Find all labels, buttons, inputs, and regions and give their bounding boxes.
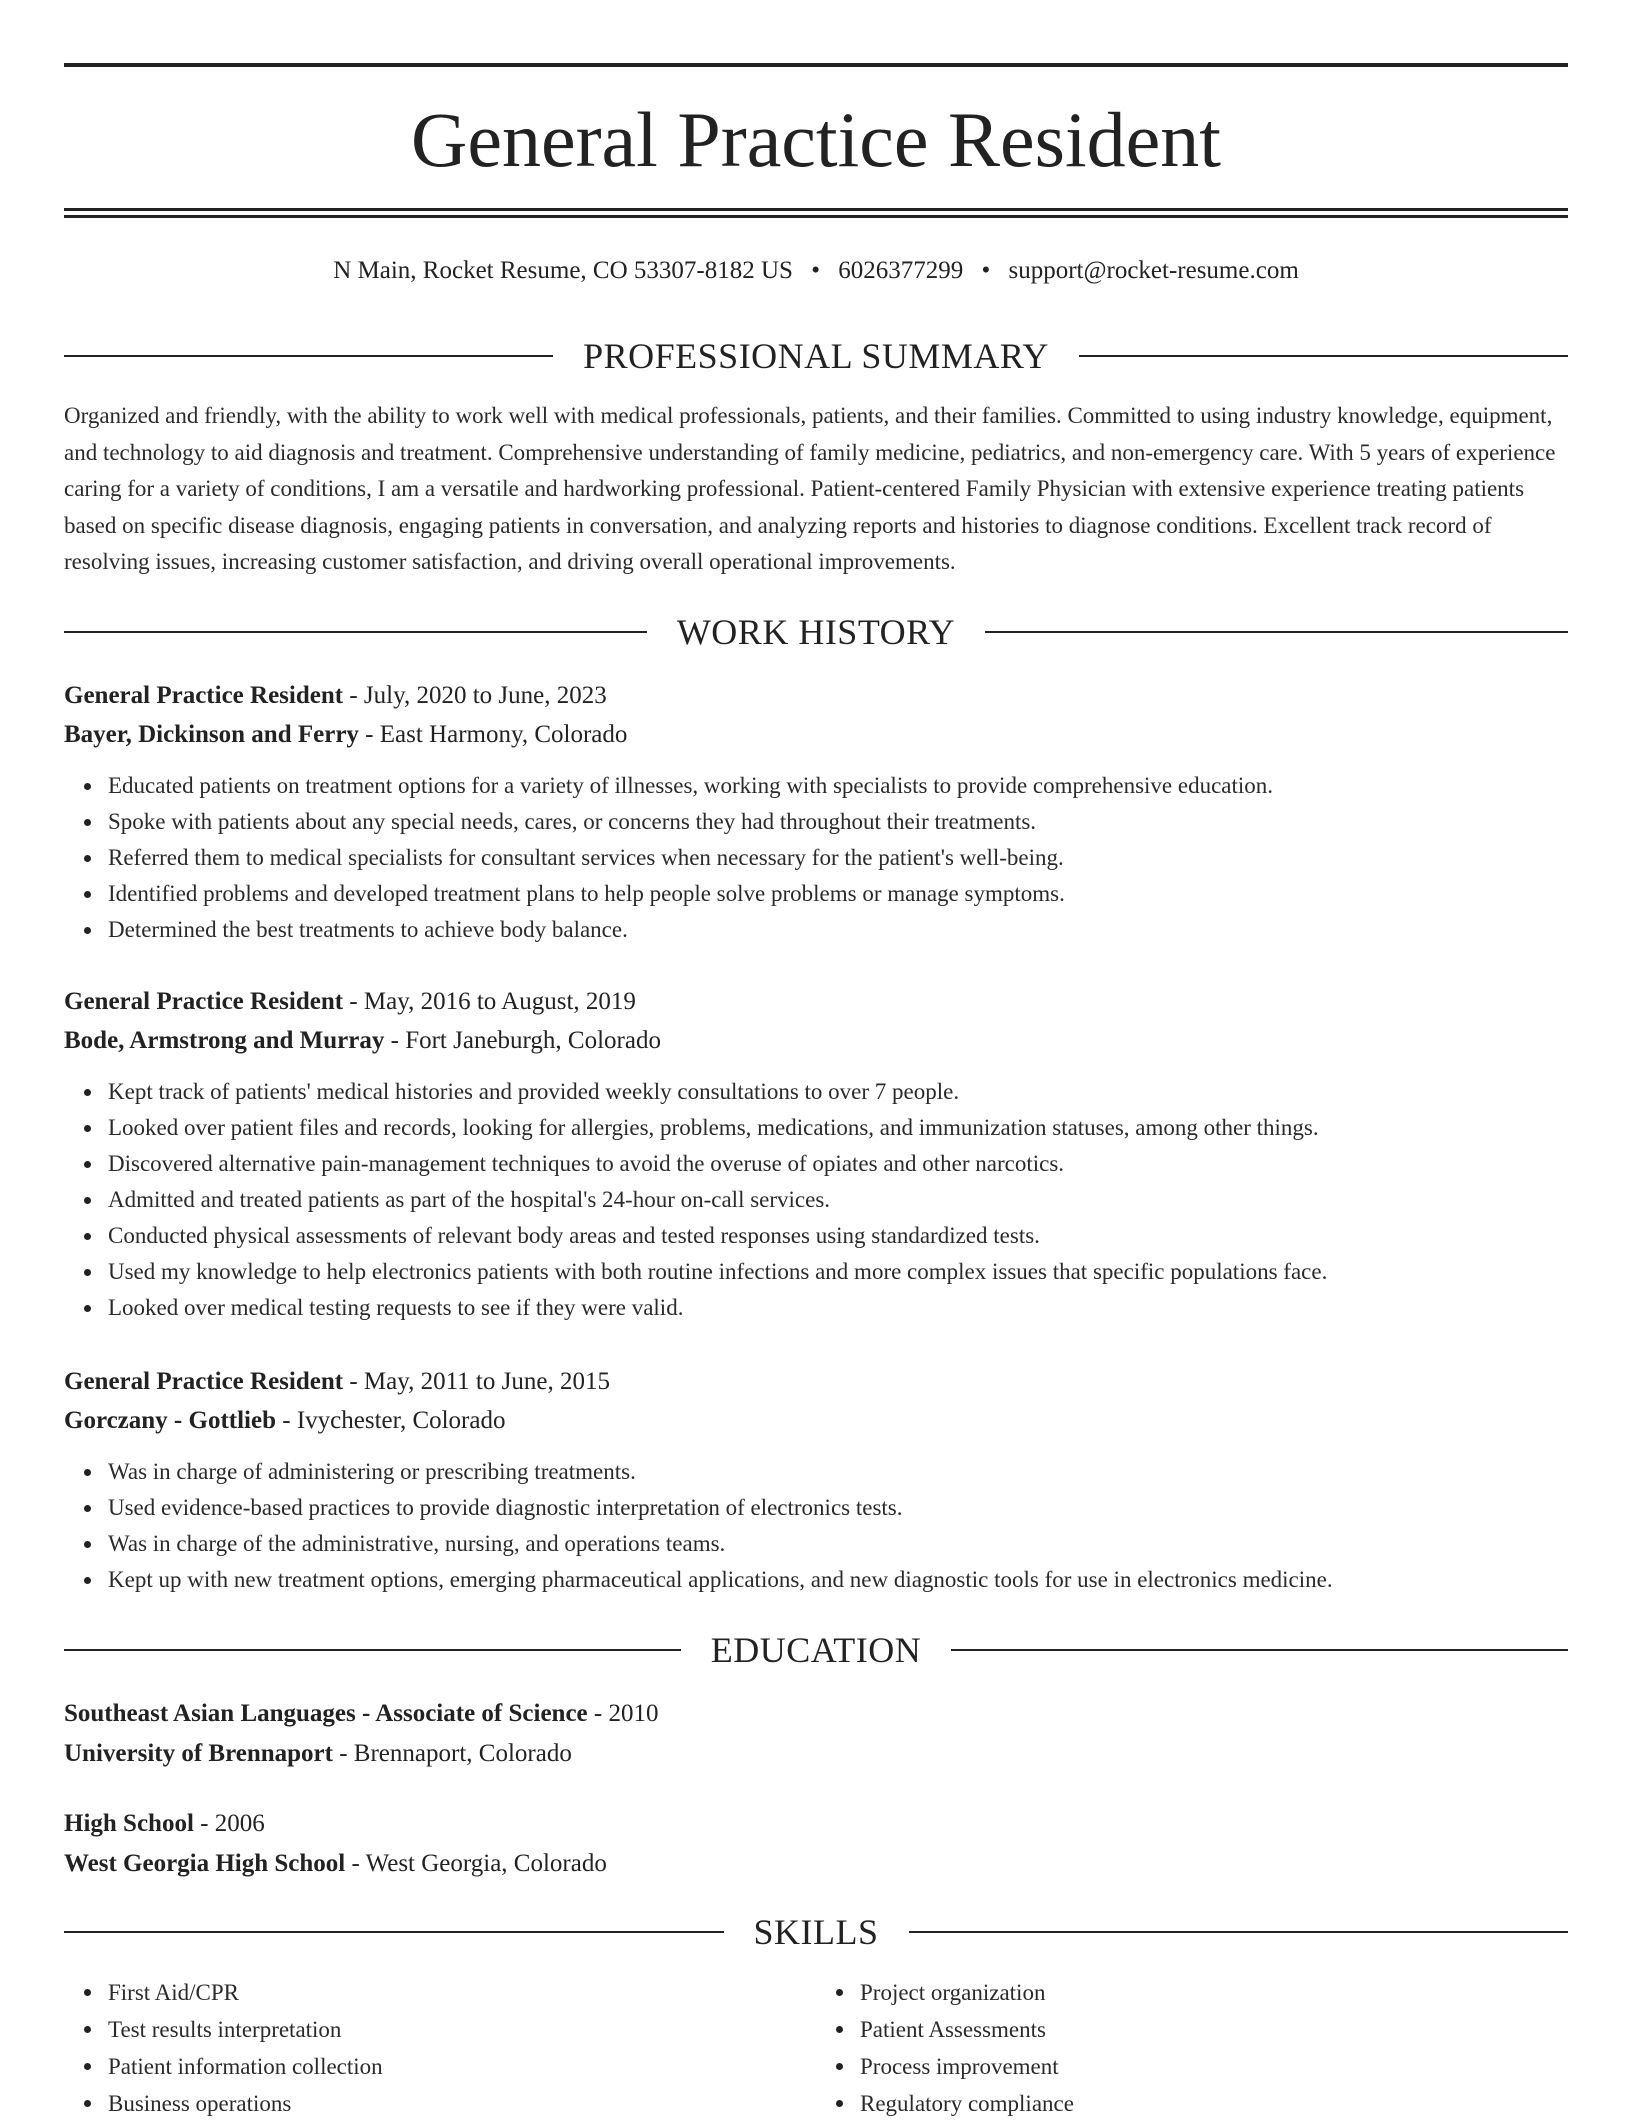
section-heading-education [64,1628,1568,1672]
job-entry [64,982,1568,1326]
job-location: - East Harmony, Colorado [358,721,628,748]
list-item: Used my knowledge to help electronics patients with both routine infections and more complex issues that specific populations face. [108,1254,1568,1290]
job-role-line [64,982,1568,1021]
education-degree-line [64,1694,1568,1734]
list-item: Conducted physical assessments of relevant body areas and tested responses using standardized tests. [108,1218,1568,1254]
education-entry [64,1694,1568,1774]
job-role-line [64,676,1568,715]
list-item: Test results interpretation [108,2011,816,2048]
list-item: Spoke with patients about any special needs, cares, or concerns they had throughout their treatments. [108,804,1568,840]
address: N Main, Rocket Resume, CO 53307-8182 US [333,257,793,284]
top-rule [64,63,1568,67]
job-dates: - May, 2011 to June, 2015 [343,1368,610,1395]
education-school: University of Brennaport [64,1740,333,1767]
list-item: Admitted and treated patients as part of the hospital's 24-hour on-call services. [108,1182,1568,1218]
list-item: Was in charge of administering or prescribing treatments. [108,1454,1568,1490]
job-entry [64,1362,1568,1598]
job-role: General Practice Resident [64,988,344,1015]
list-item: Looked over patient files and records, looking for allergies, problems, medications, and immunization statuses, among other things. [108,1110,1568,1146]
skills-right-column [816,1974,1568,2122]
list-item: Kept up with new treatment options, emerging pharmaceutical applications, and new diagnostic tools for use in electronics medicine. [108,1562,1568,1598]
divider [64,1649,681,1651]
job-dates: - July, 2020 to June, 2023 [343,682,607,709]
contact-separator: • [811,257,820,284]
job-company-line [64,1401,1568,1440]
double-rule [64,208,1568,218]
list-item: Determined the best treatments to achieve body balance. [108,912,1568,948]
list-item: First Aid/CPR [108,1974,816,2011]
candidate-name: General Practice Resident [411,96,1221,183]
section-heading-skills [64,1910,1568,1954]
summary-text: Organized and friendly, with the ability to work well with medical professionals, patients, and their families. Committed to using industry knowledge, equipment, and technology to aid diagnosis and treatment. Comprehensive understanding of family medicine, pediatrics, and non-emergency care. With 5 years of experience caring for a variety of conditions, I am a versatile and hardworking professional. Patient-centered Family Physician with extensive experience treating patients based on specific disease diagnosis, engaging patients in conversation, and analyzing reports and histories to diagnose conditions. Excellent track record of resolving issues, increasing customer satisfaction, and driving overall operational improvements. [64,403,1556,574]
list-item: Used evidence-based practices to provide diagnostic interpretation of electronics tests. [108,1490,1568,1526]
education-year: - 2010 [587,1700,659,1727]
list-item: Kept track of patients' medical histories and provided weekly consultations to over 7 people. [108,1074,1568,1110]
education-year: - 2006 [193,1810,265,1837]
section-title: PROFESSIONAL SUMMARY [583,336,1049,376]
education-entry [64,1804,1568,1884]
list-item: Looked over medical testing requests to see if they were valid. [108,1290,1568,1326]
email: support@rocket-resume.com [1008,257,1299,284]
contact-separator: • [981,257,991,284]
job-company: Bayer, Dickinson and Ferry [64,721,359,748]
list-item: Patient information collection [108,2048,816,2085]
phone: 6026377299 [838,257,964,284]
list-item: Educated patients on treatment options for a variety of illnesses, working with specialists to provide comprehensive education. [108,768,1568,804]
contact-line [64,254,1568,288]
section-title: WORK HISTORY [676,612,956,652]
education-location: - Brennaport, Colorado [332,1740,572,1767]
list-item: Business operations [108,2085,816,2122]
education-school: West Georgia High School [64,1850,346,1877]
education-degree: Southeast Asian Languages - Associate of Science [64,1700,588,1727]
job-location: - Ivychester, Colorado [276,1407,506,1434]
education-school-line [64,1734,1568,1774]
divider [64,1931,724,1933]
education-school-line [64,1844,1568,1884]
education-location: - West Georgia, Colorado [345,1850,607,1877]
job-bullets [64,768,1568,948]
job-company: Gorczany - Gottlieb [64,1407,276,1434]
job-role: General Practice Resident [64,682,344,709]
section-title: EDUCATION [710,1630,922,1670]
section-heading-summary [64,334,1568,378]
divider [1079,355,1568,357]
job-entry [64,676,1568,948]
divider [64,631,647,633]
job-dates: - May, 2016 to August, 2019 [343,988,636,1015]
divider [64,355,553,357]
divider [951,1649,1568,1651]
list-item: Identified problems and developed treatment plans to help people solve problems or manage symptoms. [108,876,1568,912]
education-degree-line [64,1804,1568,1844]
list-item: Discovered alternative pain-management techniques to avoid the overuse of opiates and other narcotics. [108,1146,1568,1182]
skills-columns [64,1974,1568,2122]
job-company-line [64,715,1568,754]
job-role: General Practice Resident [64,1368,344,1395]
job-bullets [64,1074,1568,1326]
list-item: Process improvement [860,2048,1568,2085]
job-company-line [64,1021,1568,1060]
education-degree: High School [64,1810,194,1837]
job-role-line [64,1362,1568,1401]
list-item: Regulatory compliance [860,2085,1568,2122]
list-item: Patient Assessments [860,2011,1568,2048]
divider [909,1931,1569,1933]
list-item: Referred them to medical specialists for consultant services when necessary for the patient's well-being. [108,840,1568,876]
job-company: Bode, Armstrong and Murray [64,1027,385,1054]
list-item: Project organization [860,1974,1568,2011]
list-item: Was in charge of the administrative, nursing, and operations teams. [108,1526,1568,1562]
skills-left-column [64,1974,816,2122]
divider [985,631,1568,633]
job-location: - Fort Janeburgh, Colorado [384,1027,661,1054]
section-title: SKILLS [753,1912,879,1952]
job-bullets [64,1454,1568,1598]
section-heading-work [64,610,1568,654]
